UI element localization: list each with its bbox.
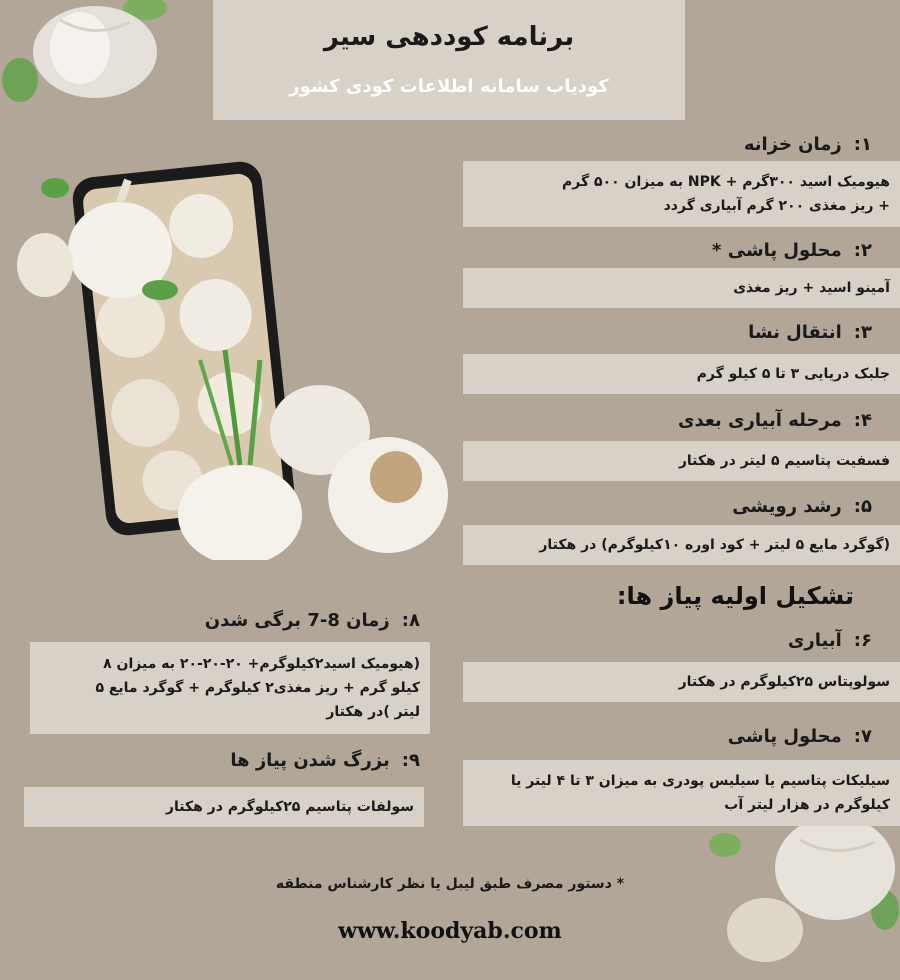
stage-number: ۹: xyxy=(401,750,420,771)
stage-3-box xyxy=(463,354,900,394)
stage-7-box xyxy=(463,760,900,826)
stage-1-heading xyxy=(744,134,872,155)
stage-text-line: آمینو اسید + ریز مغذی xyxy=(733,280,890,296)
stage-text-line: (گوگرد مایع ۵ لیتر + کود اوره ۱۰کیلوگرم) در هکتار xyxy=(539,537,890,553)
stage-3-heading xyxy=(748,322,872,343)
stage-title: مرحله آبیاری بعدی xyxy=(677,410,842,431)
stage-number: ۸: xyxy=(401,610,420,631)
phone-garlic-illustration xyxy=(10,160,450,560)
stage-5-heading xyxy=(732,496,872,517)
page-title: برنامه کوددهی سیر xyxy=(323,22,575,52)
stage-4-heading xyxy=(678,410,872,431)
header-banner xyxy=(213,0,685,120)
footnote: * دستور مصرف طبق لیبل یا نظر کارشناس منطقه xyxy=(275,876,625,892)
stage-1-box xyxy=(463,161,900,227)
section-heading: تشکیل اولیه پیاز ها: xyxy=(616,582,854,610)
page-subtitle: کودیاب سامانه اطلاعات کودی کشور xyxy=(289,76,609,97)
stage-8-box xyxy=(30,642,430,734)
stage-number: ۷: xyxy=(853,726,872,747)
stage-number: ۳: xyxy=(853,322,872,343)
stage-title: آبیاری xyxy=(787,630,842,651)
stage-4-box xyxy=(463,441,900,481)
stage-9-heading xyxy=(230,750,420,771)
stage-title: انتقال نشا xyxy=(748,322,842,343)
stage-6-box xyxy=(463,662,900,702)
stage-5-box xyxy=(463,525,900,565)
stage-2-box xyxy=(463,268,900,308)
stage-6-heading xyxy=(788,630,872,651)
stage-text-line: کیلو گرم + ریز مغذی۲ کیلوگرم + گوگرد مایع ۵ xyxy=(95,680,420,696)
stage-title: زمان خزانه xyxy=(743,134,842,155)
stage-text-line: لیتر )در هکتار xyxy=(326,704,420,720)
stage-text-line: + ریز مغذی ۲۰۰ گرم آبیاری گردد xyxy=(663,198,890,214)
stage-title: زمان 8-7 برگی شدن xyxy=(204,610,390,631)
stage-8-heading xyxy=(205,610,420,631)
stage-text-line: کیلوگرم در هزار لیتر آب xyxy=(724,797,890,813)
stage-number: ۵: xyxy=(853,496,872,517)
stage-text-line: (هیومیک اسید۲کیلوگرم+ ۲۰-۲۰-۲۰ به میزان ۸ xyxy=(103,656,420,672)
stage-text-line: جلبک دریایی ۳ تا ۵ کیلو گرم xyxy=(696,366,890,382)
stage-title: محلول پاشی * xyxy=(712,240,842,261)
stage-number: ۱: xyxy=(853,134,872,155)
stage-text-line: هیومیک اسید ۳۰۰گرم + NPK به میزان ۵۰۰ گرم xyxy=(562,174,890,190)
garlic-decoration-top-left xyxy=(0,0,180,110)
stage-title: رشد رویشی xyxy=(732,496,842,517)
stage-number: ۲: xyxy=(853,240,872,261)
stage-text-line: سولفات پتاسیم ۲۵کیلوگرم در هکتار xyxy=(165,799,414,815)
stage-number: ۶: xyxy=(853,630,872,651)
stage-9-box xyxy=(24,787,424,827)
stage-number: ۴: xyxy=(853,410,872,431)
stage-title: محلول پاشی xyxy=(727,726,842,747)
stage-2-heading xyxy=(712,240,872,261)
stage-title: بزرگ شدن پیاز ها xyxy=(230,750,390,771)
stage-7-heading xyxy=(728,726,872,747)
stage-text-line: سولوپتاس ۲۵کیلوگرم در هکتار xyxy=(678,674,890,690)
stage-text-line: سیلیکات پتاسیم یا سیلیس پودری به میزان ۳ تا ۴ لیتر یا xyxy=(510,773,890,789)
website-link[interactable]: www.koodyab.com xyxy=(338,918,562,944)
stage-text-line: فسفیت پتاسیم ۵ لیتر در هکتار xyxy=(678,453,890,469)
